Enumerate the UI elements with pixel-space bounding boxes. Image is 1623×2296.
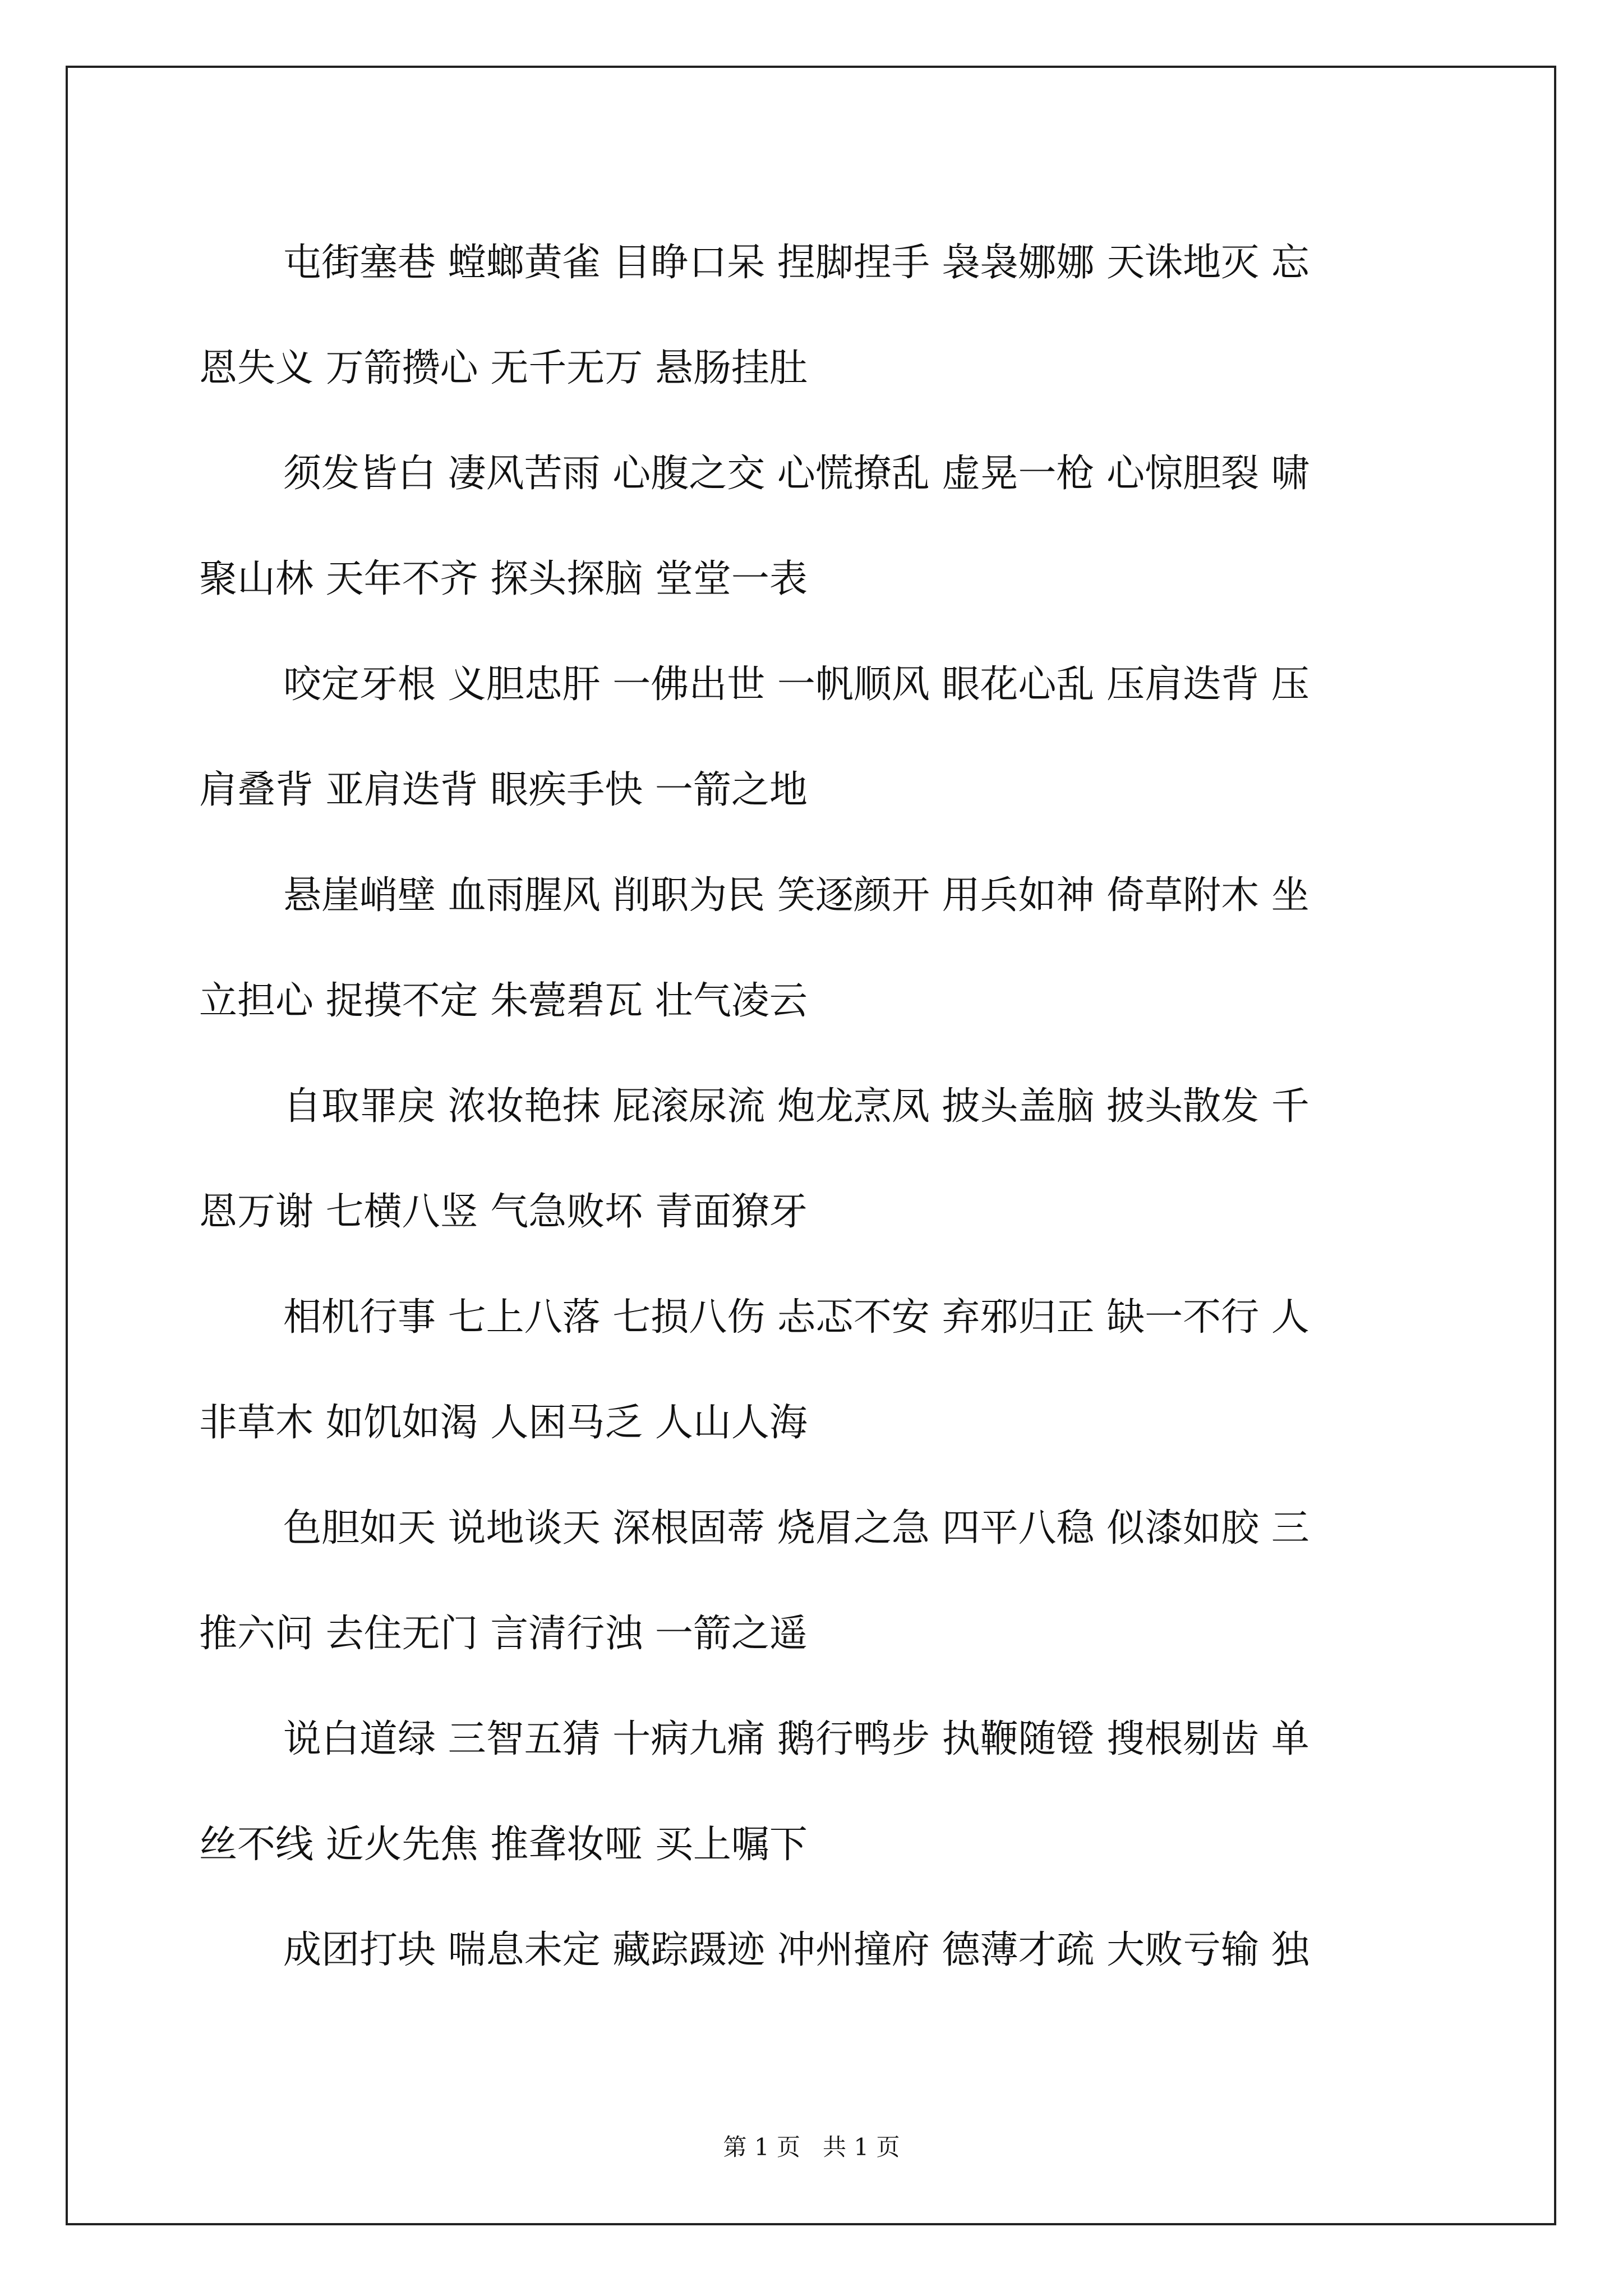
paragraph-line: 成团打块 喘息未定 藏踪蹑迹 冲州撞府 德薄才疏 大败亏输 独: [283, 1928, 1310, 1972]
paragraph-line: 推六问 去住无门 言清行浊 一箭之遥: [199, 1612, 808, 1656]
paragraph-line: 聚山林 天年不齐 探头探脑 堂堂一表: [199, 557, 808, 601]
paragraph-line: 立担心 捉摸不定 朱甍碧瓦 壮气凌云: [199, 979, 808, 1023]
paragraph-line: 肩叠背 亚肩迭背 眼疾手快 一箭之地: [199, 768, 808, 812]
paragraph-line: 须发皆白 凄风苦雨 心腹之交 心慌撩乱 虚晃一枪 心惊胆裂 啸: [283, 452, 1310, 496]
page-footer: 第 1 页 共 1 页: [723, 2133, 900, 2161]
paragraph-7: [199, 1476, 1441, 1687]
paragraph-line: 相机行事 七上八落 七损八伤 忐忑不安 弃邪归正 缺一不行 人: [283, 1295, 1310, 1340]
paragraph-line: 说白道绿 三智五猜 十病九痛 鹅行鸭步 执鞭随镫 搜根剔齿 单: [283, 1717, 1310, 1761]
paragraph-line: 咬定牙根 义胆忠肝 一佛出世 一帆顺风 眼花心乱 压肩迭背 压: [283, 662, 1310, 707]
document-body: [199, 210, 1441, 2003]
paragraph-1: [199, 210, 1441, 421]
paragraph-8: [199, 1687, 1441, 1898]
paragraph-line: 屯街塞巷 螳螂黄雀 目睁口呆 捏脚捏手 袅袅娜娜 天诛地灭 忘: [283, 241, 1310, 285]
paragraph-line: 自取罪戾 浓妆艳抹 屁滚尿流 炮龙烹凤 披头盖脑 披头散发 千: [283, 1084, 1310, 1129]
paragraph-9: [199, 1898, 1441, 2003]
paragraph-2: [199, 421, 1441, 632]
paragraph-5: [199, 1054, 1441, 1265]
paragraph-4: [199, 843, 1441, 1054]
paragraph-3: [199, 632, 1441, 843]
paragraph-line: 丝不线 近火先焦 推聋妆哑 买上嘱下: [199, 1823, 808, 1867]
paragraph-line: 悬崖峭壁 血雨腥风 削职为民 笑逐颜开 用兵如神 倚草附木 坐: [283, 873, 1310, 918]
paragraph-line: 恩失义 万箭攒心 无千无万 悬肠挂肚: [199, 346, 808, 390]
paragraph-line: 色胆如天 说地谈天 深根固蒂 烧眉之急 四平八稳 似漆如胶 三: [283, 1506, 1310, 1550]
paragraph-line: 非草木 如饥如渴 人困马乏 人山人海: [199, 1401, 808, 1445]
paragraph-line: 恩万谢 七横八竖 气急败坏 青面獠牙: [199, 1190, 808, 1234]
paragraph-6: [199, 1265, 1441, 1476]
